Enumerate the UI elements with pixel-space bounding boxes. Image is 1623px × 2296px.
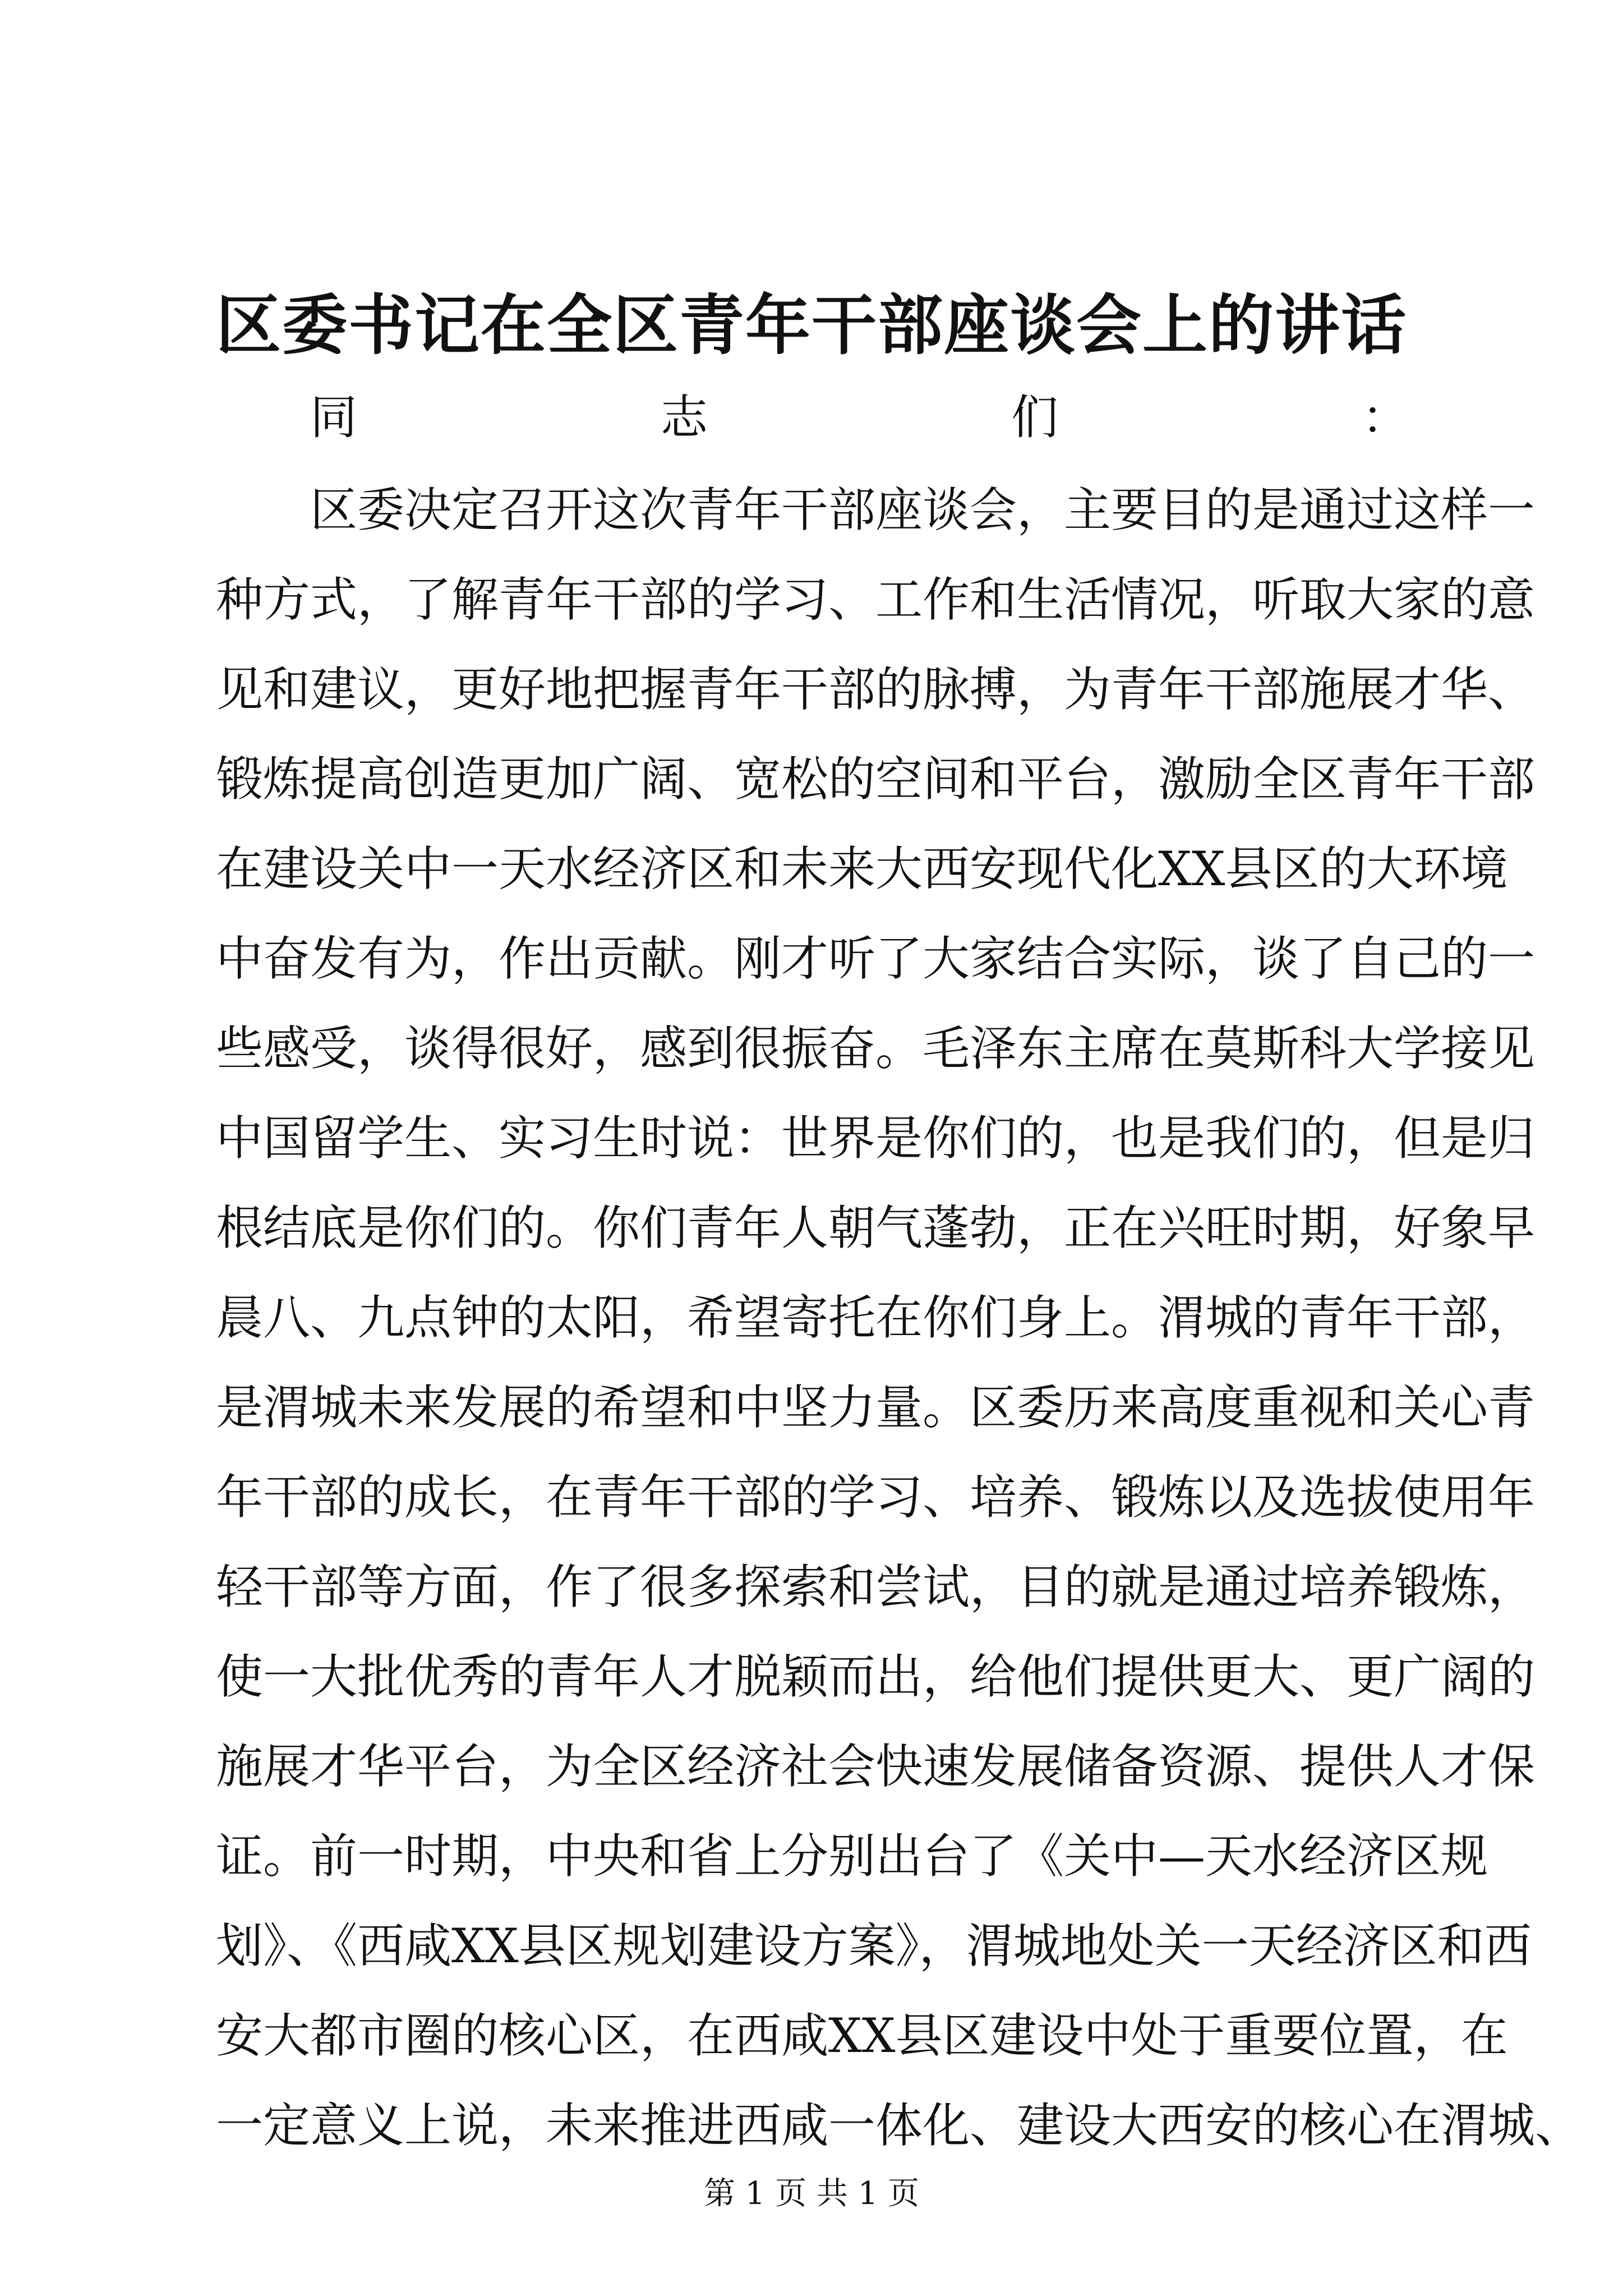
body-line-16: 证。前一时期，中央和省上分别出台了《关中—天水经济区规 <box>216 1829 1488 1884</box>
page-footer: 第 1 页 共 1 页 <box>703 2175 920 2212</box>
body-line-17: 划》、《西咸XX县区规划建设方案》，渭城地处关一天经济区和西 <box>216 1918 1532 1973</box>
body-line-3: 见和建议，更好地把握青年干部的脉搏，为青年干部施展才华、 <box>216 662 1536 717</box>
salutation: 同志们： <box>310 390 1409 445</box>
document-title: 区委书记在全区青年干部座谈会上的讲话 <box>216 287 1407 364</box>
body-line-2: 种方式，了解青年干部的学习、工作和生活情况，听取大家的意 <box>216 572 1536 627</box>
body-line-9: 根结底是你们的。你们青年人朝气蓬勃，正在兴旺时期，好象早 <box>216 1200 1536 1255</box>
body-line-10: 晨八、九点钟的太阳，希望寄托在你们身上。渭城的青年干部， <box>216 1290 1536 1345</box>
body-line-5: 在建设关中一天水经济区和未来大西安现代化XX县区的大环境 <box>216 841 1508 896</box>
body-line-6: 中奋发有为，作出贡献。刚才听了大家结合实际，谈了自己的一 <box>216 931 1536 986</box>
body-line-11: 是渭城未来发展的希望和中坚力量。区委历来高度重视和关心青 <box>216 1380 1536 1435</box>
body-line-13: 轻干部等方面，作了很多探索和尝试，目的就是通过培养锻炼， <box>216 1559 1536 1614</box>
body-line-7: 些感受，谈得很好，感到很振奋。毛泽东主席在莫斯科大学接见 <box>216 1021 1536 1076</box>
body-line-15: 施展才华平台，为全区经济社会快速发展储备资源、提供人才保 <box>216 1739 1536 1794</box>
body-line-18: 安大都市圈的核心区，在西咸XX县区建设中处于重要位置，在 <box>216 2008 1508 2063</box>
body-line-1: 区委决定召开这次青年干部座谈会，主要目的是通过这样一 <box>310 482 1536 537</box>
body-line-14: 使一大批优秀的青年人才脱颖而出，给他们提供更大、更广阔的 <box>216 1649 1536 1704</box>
body-line-4: 锻炼提高创造更加广阔、宽松的空间和平台，激励全区青年干部 <box>216 752 1536 807</box>
body-line-8: 中国留学生、实习生时说：世界是你们的，也是我们的，但是归 <box>216 1111 1536 1166</box>
body-line-12: 年干部的成长，在青年干部的学习、培养、锻炼以及选拔使用年 <box>216 1470 1536 1525</box>
body-line-19: 一定意义上说，未来推进西咸一体化、建设大西安的核心在渭城、 <box>216 2098 1583 2153</box>
